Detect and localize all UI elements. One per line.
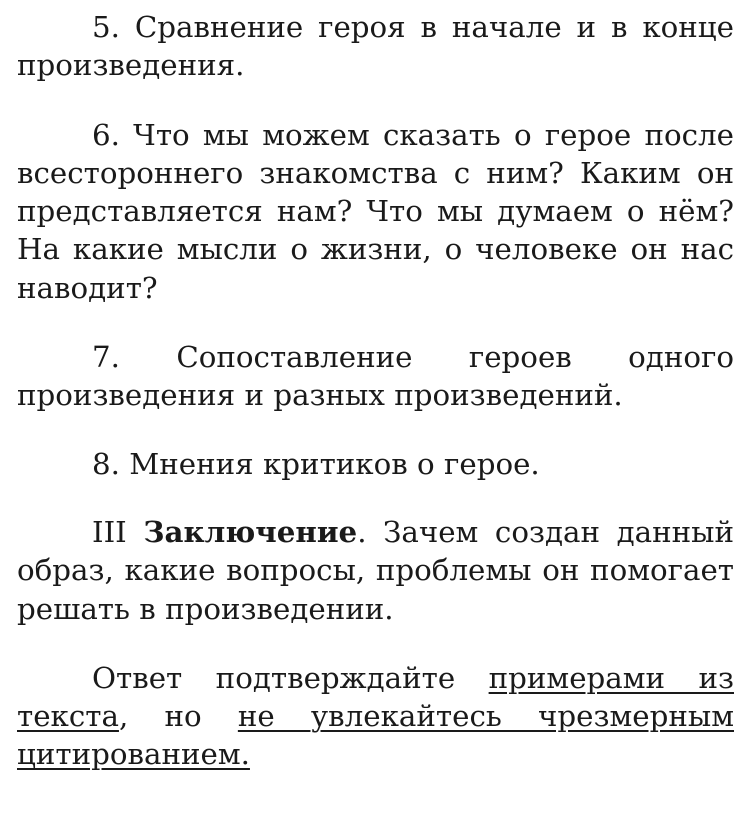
document-page	[17, 8, 734, 774]
paragraph-item-5: 5. Сравнение героя в начале и в конце произведения.	[17, 10, 734, 83]
conclusion-heading: Заключение	[143, 513, 358, 549]
paragraph-item-7: 7. Сопоставление героев одного произведения и разных произведений.	[17, 340, 734, 413]
paragraph-item-8: 8. Мнения критиков о герое.	[92, 446, 540, 481]
examples-underlined-text: примерами из текста	[17, 660, 734, 734]
quotation-warning-underlined-text: не увлекайтесь чрезмерным цитированием.	[17, 699, 734, 772]
conclusion-text: . Зачем создан данный образ, какие вопросы, проблемы он помогает решать в произведении.	[17, 514, 734, 626]
conclusion-numeral: III	[92, 514, 127, 549]
conclusion-paragraph	[17, 513, 734, 628]
answer-note-middle: , но	[118, 699, 238, 734]
paragraph-item-6: 6. Что мы можем сказать о герое после всестороннего знакомства с ним? Каким он представляется нам? Что мы думаем о нём? На какие мысли о жизни, о человеке он нас наводит?	[17, 117, 734, 305]
answer-note-paragraph	[17, 659, 734, 774]
answer-note-intro: Ответ подтверждайте	[92, 660, 489, 695]
